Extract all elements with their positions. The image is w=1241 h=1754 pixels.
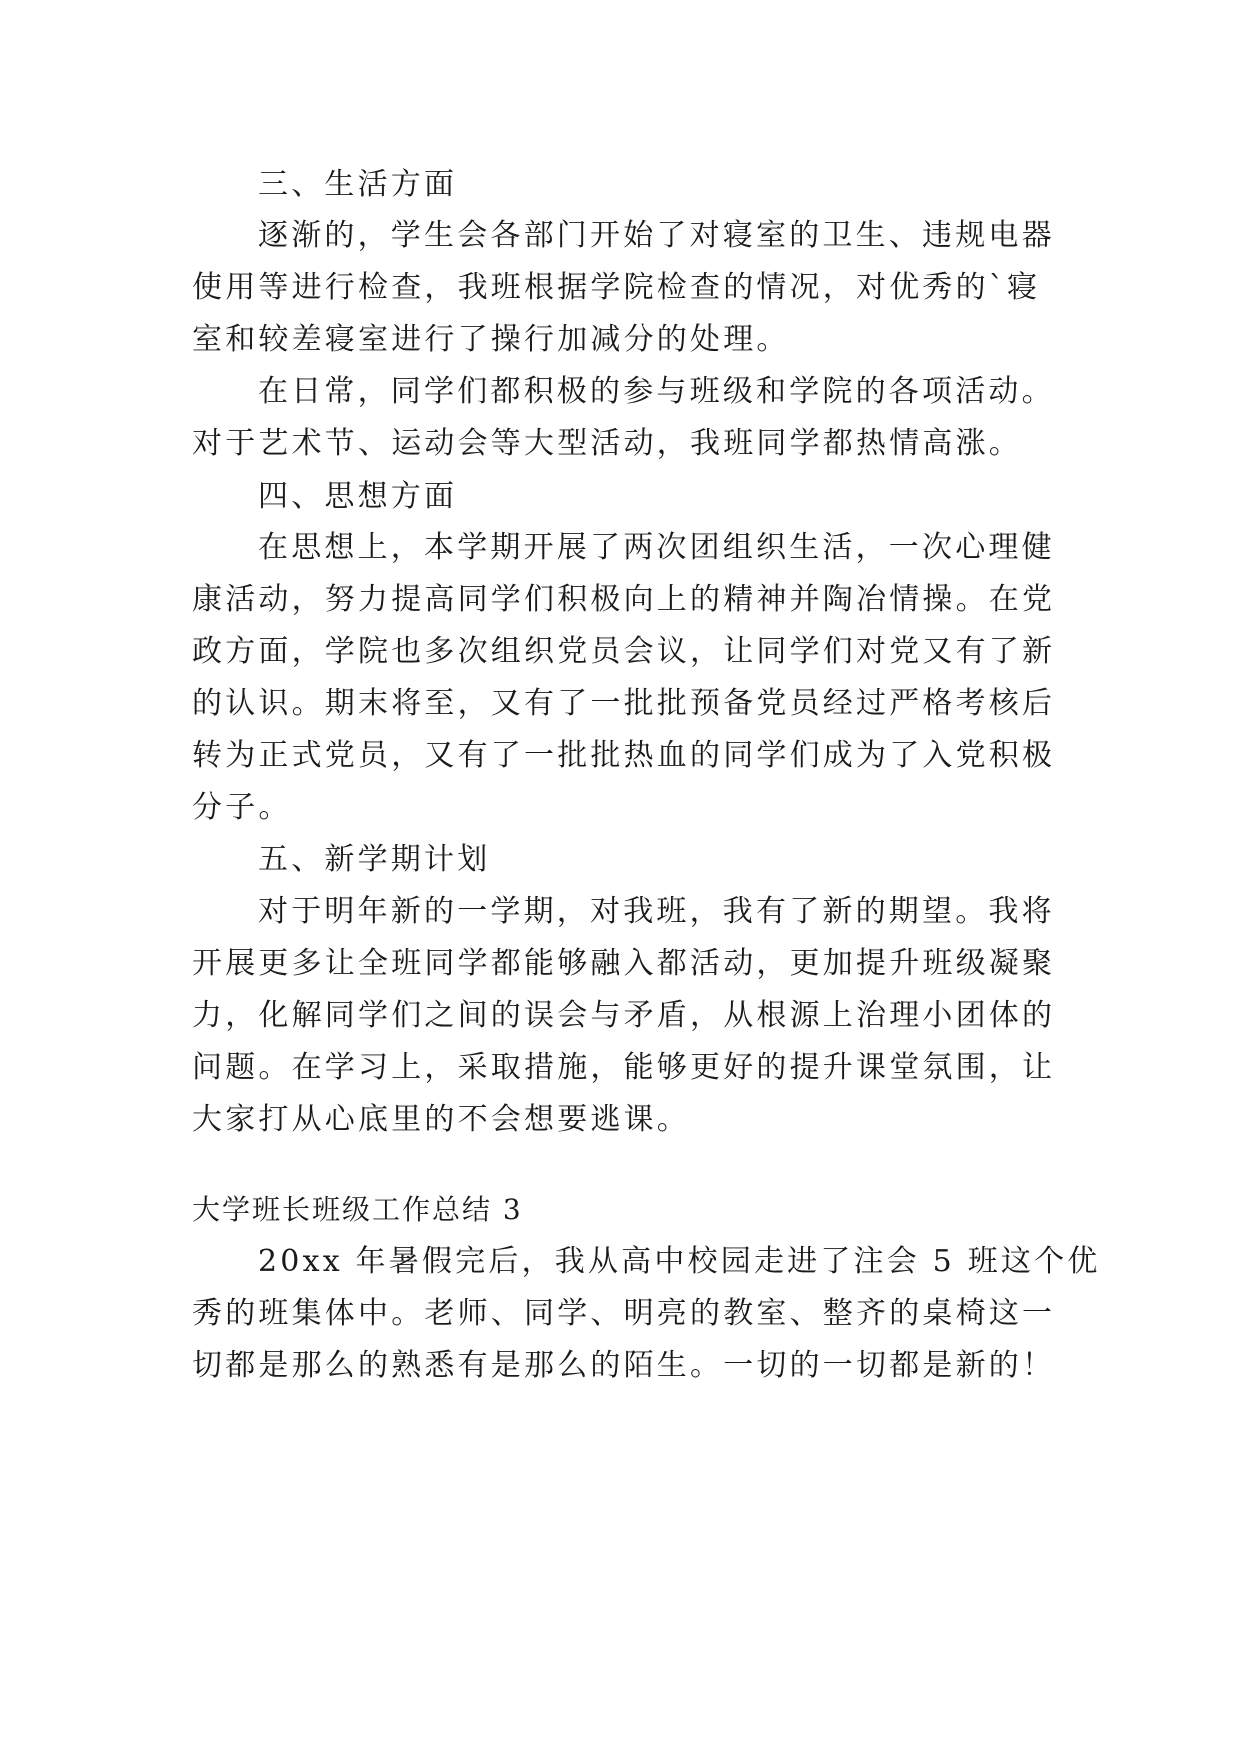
paragraph-line: 使用等进行检查，我班根据学院检查的情况，对优秀的`寝	[192, 270, 1041, 305]
paragraph-line: 的认识。期末将至，又有了一批批预备党员经过严格考核后	[192, 686, 1056, 721]
paragraph-line: 政方面，学院也多次组织党员会议，让同学们对党又有了新	[192, 634, 1056, 669]
section-heading-plan: 五、新学期计划	[258, 842, 491, 877]
summary-title: 大学班长班级工作总结 3	[192, 1193, 523, 1226]
paragraph-line: 在日常，同学们都积极的参与班级和学院的各项活动。	[258, 374, 1055, 409]
paragraph-line: 20xx 年暑假完后，我从高中校园走进了注会 5 班这个优	[258, 1244, 1101, 1279]
paragraph-line: 对于艺术节、运动会等大型活动，我班同学都热情高涨。	[192, 426, 1022, 461]
paragraph-line: 在思想上，本学期开展了两次团组织生活，一次心理健	[258, 530, 1055, 565]
paragraph-line: 分子。	[192, 790, 292, 825]
paragraph-line: 问题。在学习上，采取措施，能够更好的提升课堂氛围，让	[192, 1050, 1056, 1085]
paragraph-line: 对于明年新的一学期，对我班，我有了新的期望。我将	[258, 894, 1055, 929]
paragraph-line: 切都是那么的熟悉有是那么的陌生。一切的一切都是新的！	[192, 1348, 1056, 1383]
paragraph-line: 室和较差寝室进行了操行加减分的处理。	[192, 322, 790, 357]
section-heading-thought: 四、思想方面	[258, 479, 458, 514]
paragraph-line: 开展更多让全班同学都能够融入都活动，更加提升班级凝聚	[192, 946, 1056, 981]
paragraph-line: 逐渐的，学生会各部门开始了对寝室的卫生、违规电器	[258, 218, 1055, 253]
paragraph-line: 大家打从心底里的不会想要逃课。	[192, 1102, 690, 1137]
paragraph-line: 力，化解同学们之间的误会与矛盾，从根源上治理小团体的	[192, 998, 1056, 1033]
paragraph-line: 转为正式党员，又有了一批批热血的同学们成为了入党积极	[192, 738, 1056, 773]
section-heading-life: 三、生活方面	[258, 167, 458, 202]
paragraph-line: 康活动，努力提高同学们积极向上的精神并陶冶情操。在党	[192, 582, 1056, 617]
paragraph-line: 秀的班集体中。老师、同学、明亮的教室、整齐的桌椅这一	[192, 1296, 1056, 1331]
